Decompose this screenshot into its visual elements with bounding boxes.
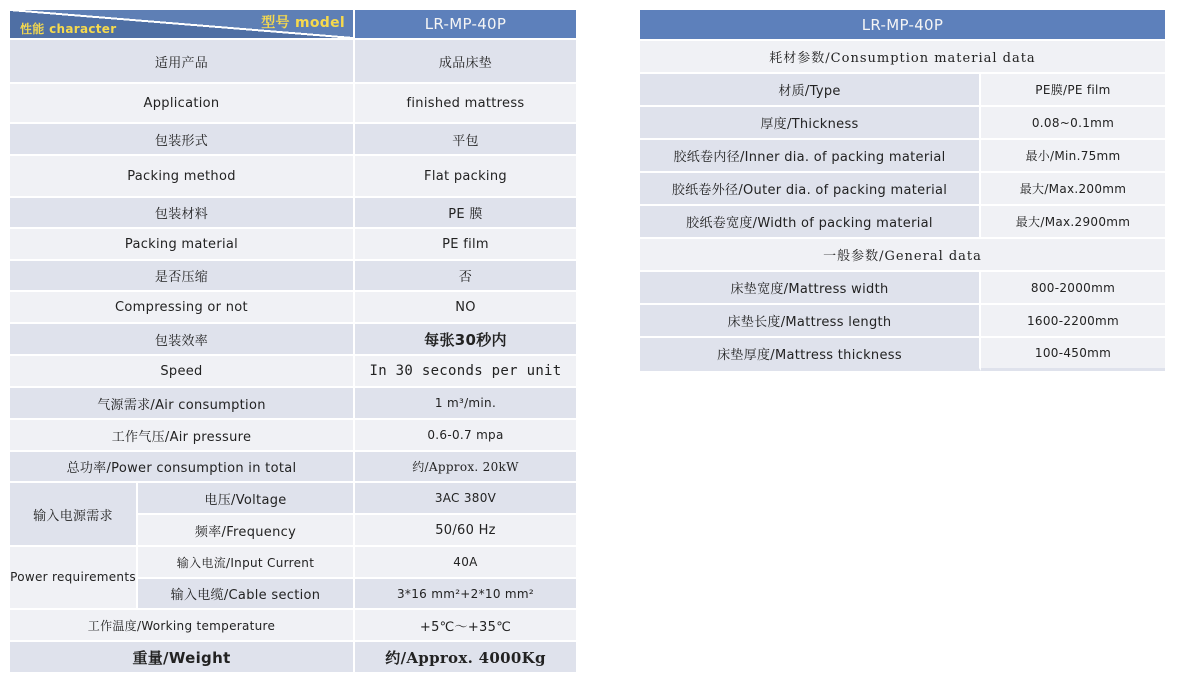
row-label: 床垫长度/Mattress length: [640, 305, 981, 338]
row-value: PE膜/PE film: [981, 74, 1165, 107]
table-row: [10, 198, 576, 229]
row-label: 材质/Type: [640, 74, 981, 107]
table-row: [10, 124, 576, 156]
row-label: 输入电流/Input Current: [138, 547, 355, 579]
table-row: [10, 324, 576, 356]
row-label: 包装形式: [10, 124, 355, 156]
row-value: In 30 seconds per unit: [355, 356, 576, 388]
table-row: [640, 107, 1165, 140]
table-row: [640, 338, 1165, 371]
model-value: LR-MP-40P: [355, 10, 576, 40]
row-label: 工作温度/Working temperature: [10, 610, 355, 642]
row-label: 包装效率: [10, 324, 355, 356]
row-value: 最大/Max.200mm: [981, 173, 1165, 206]
row-value: 0.6-0.7 mpa: [355, 420, 576, 452]
diagonal-header-cell: [10, 10, 355, 40]
table-header-row: [640, 10, 1165, 41]
row-value: 约/Approx. 4000Kg: [355, 642, 576, 674]
row-label: 胶纸卷外径/Outer dia. of packing material: [640, 173, 981, 206]
row-label: 是否压缩: [10, 261, 355, 292]
section-title-general: 一般参数/General data: [640, 239, 1165, 272]
table-row: [10, 483, 576, 515]
row-label: 包装材料: [10, 198, 355, 229]
power-group-label-en: Power requirements: [10, 547, 138, 610]
table-header-row: [10, 10, 576, 40]
row-label: 适用产品: [10, 40, 355, 84]
row-label: Speed: [10, 356, 355, 388]
row-value: 平包: [355, 124, 576, 156]
row-value: 0.08~0.1mm: [981, 107, 1165, 140]
row-value: 100-450mm: [981, 338, 1165, 371]
table-row: [10, 420, 576, 452]
table-row: [10, 547, 576, 579]
character-label: 性能 character: [20, 22, 117, 36]
section-row: [640, 41, 1165, 74]
model-label: 型号 model: [261, 15, 345, 31]
row-label: 工作气压/Air pressure: [10, 420, 355, 452]
row-value: 800-2000mm: [981, 272, 1165, 305]
table-row: [640, 305, 1165, 338]
section-title-consumption: 耗材参数/Consumption material data: [640, 41, 1165, 74]
table-row: [10, 40, 576, 84]
row-value: 否: [355, 261, 576, 292]
row-value: 1600-2200mm: [981, 305, 1165, 338]
row-label: 厚度/Thickness: [640, 107, 981, 140]
left-spec-table: [10, 10, 576, 674]
row-value: 最大/Max.2900mm: [981, 206, 1165, 239]
row-value: 成品床垫: [355, 40, 576, 84]
table-row: [640, 206, 1165, 239]
table-row: [10, 229, 576, 261]
row-label: 床垫厚度/Mattress thickness: [640, 338, 981, 371]
row-label: Application: [10, 84, 355, 124]
row-label: 胶纸卷内径/Inner dia. of packing material: [640, 140, 981, 173]
table-row: [10, 610, 576, 642]
row-value: PE film: [355, 229, 576, 261]
table-row: [10, 292, 576, 324]
row-label: 气源需求/Air consumption: [10, 388, 355, 420]
right-spec-table: [640, 10, 1165, 371]
power-group-label-cn: 输入电源需求: [10, 483, 138, 547]
row-value: 最小/Min.75mm: [981, 140, 1165, 173]
table-row: [10, 84, 576, 124]
row-label: 电压/Voltage: [138, 483, 355, 515]
table-row: [10, 261, 576, 292]
model-header: LR-MP-40P: [640, 10, 1165, 41]
table-row: [10, 452, 576, 483]
row-value: PE 膜: [355, 198, 576, 229]
row-label: Packing material: [10, 229, 355, 261]
row-label: Packing method: [10, 156, 355, 198]
row-value: Flat packing: [355, 156, 576, 198]
row-value: 3*16 mm²+2*10 mm²: [355, 579, 576, 610]
row-label: 胶纸卷宽度/Width of packing material: [640, 206, 981, 239]
table-row: [640, 173, 1165, 206]
row-value: 1 m³/min.: [355, 388, 576, 420]
row-value: 每张30秒内: [355, 324, 576, 356]
table-row: [640, 74, 1165, 107]
row-label: 床垫宽度/Mattress width: [640, 272, 981, 305]
table-row: [10, 388, 576, 420]
row-label: 频率/Frequency: [138, 515, 355, 547]
table-row: [640, 272, 1165, 305]
table-row: [640, 140, 1165, 173]
table-row: [10, 356, 576, 388]
section-row: [640, 239, 1165, 272]
row-value: 3AC 380V: [355, 483, 576, 515]
row-label: 输入电缆/Cable section: [138, 579, 355, 610]
row-value: 约/Approx. 20kW: [355, 452, 576, 483]
row-value: 50/60 Hz: [355, 515, 576, 547]
row-label: 总功率/Power consumption in total: [10, 452, 355, 483]
row-value: NO: [355, 292, 576, 324]
row-label: Compressing or not: [10, 292, 355, 324]
row-value: 40A: [355, 547, 576, 579]
row-value: finished mattress: [355, 84, 576, 124]
table-row: [10, 156, 576, 198]
row-value: +5℃～+35℃: [355, 610, 576, 642]
table-row: [10, 642, 576, 674]
row-label: 重量/Weight: [10, 642, 355, 674]
